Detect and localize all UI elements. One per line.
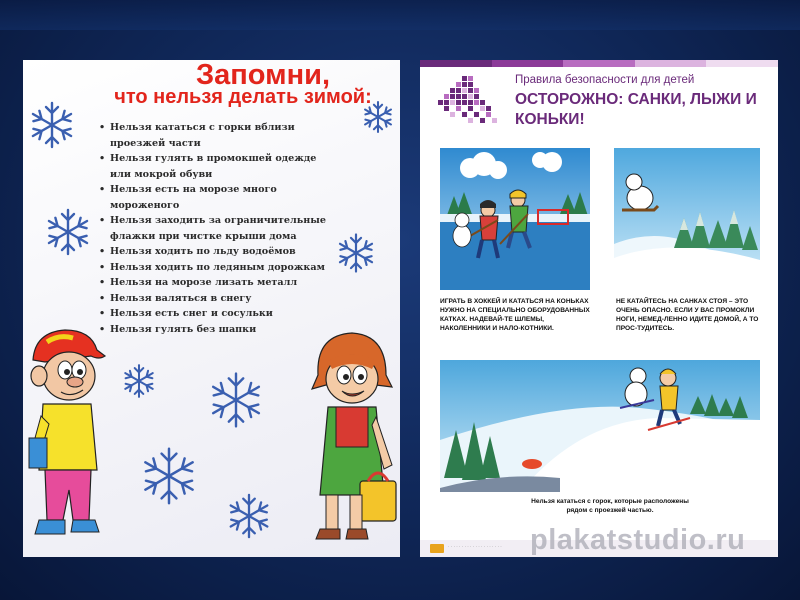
rule-item: • Нельзя на морозе лизать металл bbox=[99, 275, 339, 291]
rule-item: • Нельзя заходить за ограничительные флажки при чистке крыши дома bbox=[99, 213, 339, 244]
snowflake-icon bbox=[361, 100, 395, 134]
publisher-logo-icon bbox=[430, 544, 444, 553]
caption-sledding: НЕ КАТАЙТЕСЬ НА САНКАХ СТОЯ – ЭТО ОЧЕНЬ ОПАСНО. ЕСЛИ У ВАС ПРОМОКЛИ НОГИ, НЕМЕД-ЛЕННО ИДИТЕ ДОМОЙ, А ТО ПРОС-ТУДИТЕСЬ. bbox=[616, 298, 759, 332]
poster-header-big: ОСТОРОЖНО: САНКИ, ЛЫЖИ И КОНЬКИ! bbox=[515, 91, 757, 128]
snowflake-icon bbox=[43, 207, 93, 257]
snowflake-icon bbox=[335, 232, 377, 274]
left-poster bbox=[23, 60, 400, 557]
rule-item: • Нельзя ходить по ледяным дорожкам bbox=[99, 260, 339, 276]
snowflake-icon bbox=[206, 370, 266, 430]
boy-illustration bbox=[25, 320, 115, 552]
snowflake-icon bbox=[27, 100, 77, 150]
poster-header-small: Правила безопасности для детей bbox=[515, 74, 695, 86]
sledding-scene-illustration bbox=[614, 148, 760, 290]
color-bar bbox=[420, 60, 778, 67]
snowflake-icon bbox=[121, 363, 157, 399]
skiing-scene-illustration bbox=[440, 360, 760, 492]
poster-title: Запомни, bbox=[196, 60, 330, 91]
rule-item: • Нельзя есть снег и сосульки bbox=[99, 306, 339, 322]
snowflake-icon bbox=[225, 492, 273, 540]
top-strip bbox=[0, 0, 800, 30]
publisher-info: · · · · · · · · · · · · · · · · · · · · bbox=[448, 544, 502, 549]
right-poster bbox=[420, 60, 778, 557]
rule-item: • Нельзя гулять в промокшей одежде или мокрой обуви bbox=[99, 151, 339, 182]
rule-item: • Нельзя кататься с горки вблизи проезжей части bbox=[99, 120, 339, 151]
rule-item: • Нельзя ходить по льду водоёмов bbox=[99, 244, 339, 260]
pixel-mosaic-logo bbox=[438, 74, 498, 126]
poster-subtitle: что нельзя делать зимой: bbox=[114, 86, 372, 108]
hockey-scene-illustration bbox=[440, 148, 590, 290]
snowflake-icon bbox=[138, 445, 200, 507]
rule-item: • Нельзя гулять без шапки bbox=[99, 322, 339, 338]
caption-skiing: Нельзя кататься с горок, которые расположены рядом с проезжей частью. bbox=[531, 498, 689, 514]
girl-illustration bbox=[306, 325, 398, 557]
caption-hockey: ИГРАТЬ В ХОККЕЙ И КАТАТЬСЯ НА КОНЬКАХ НУЖНО НА СПЕЦИАЛЬНО ОБОРУДОВАННЫХ КАТКАХ. НАДЕВАЙ-ТЕ ШЛЕМЫ, НАКОЛЕННИКИ И НАЛО-КОТНИКИ. bbox=[440, 298, 590, 332]
rules-list bbox=[99, 120, 339, 337]
rule-item: • Нельзя валяться в снегу bbox=[99, 291, 339, 307]
rule-item: • Нельзя есть на морозе много мороженого bbox=[99, 182, 339, 213]
watermark: plakatstudio.ru bbox=[530, 524, 746, 556]
